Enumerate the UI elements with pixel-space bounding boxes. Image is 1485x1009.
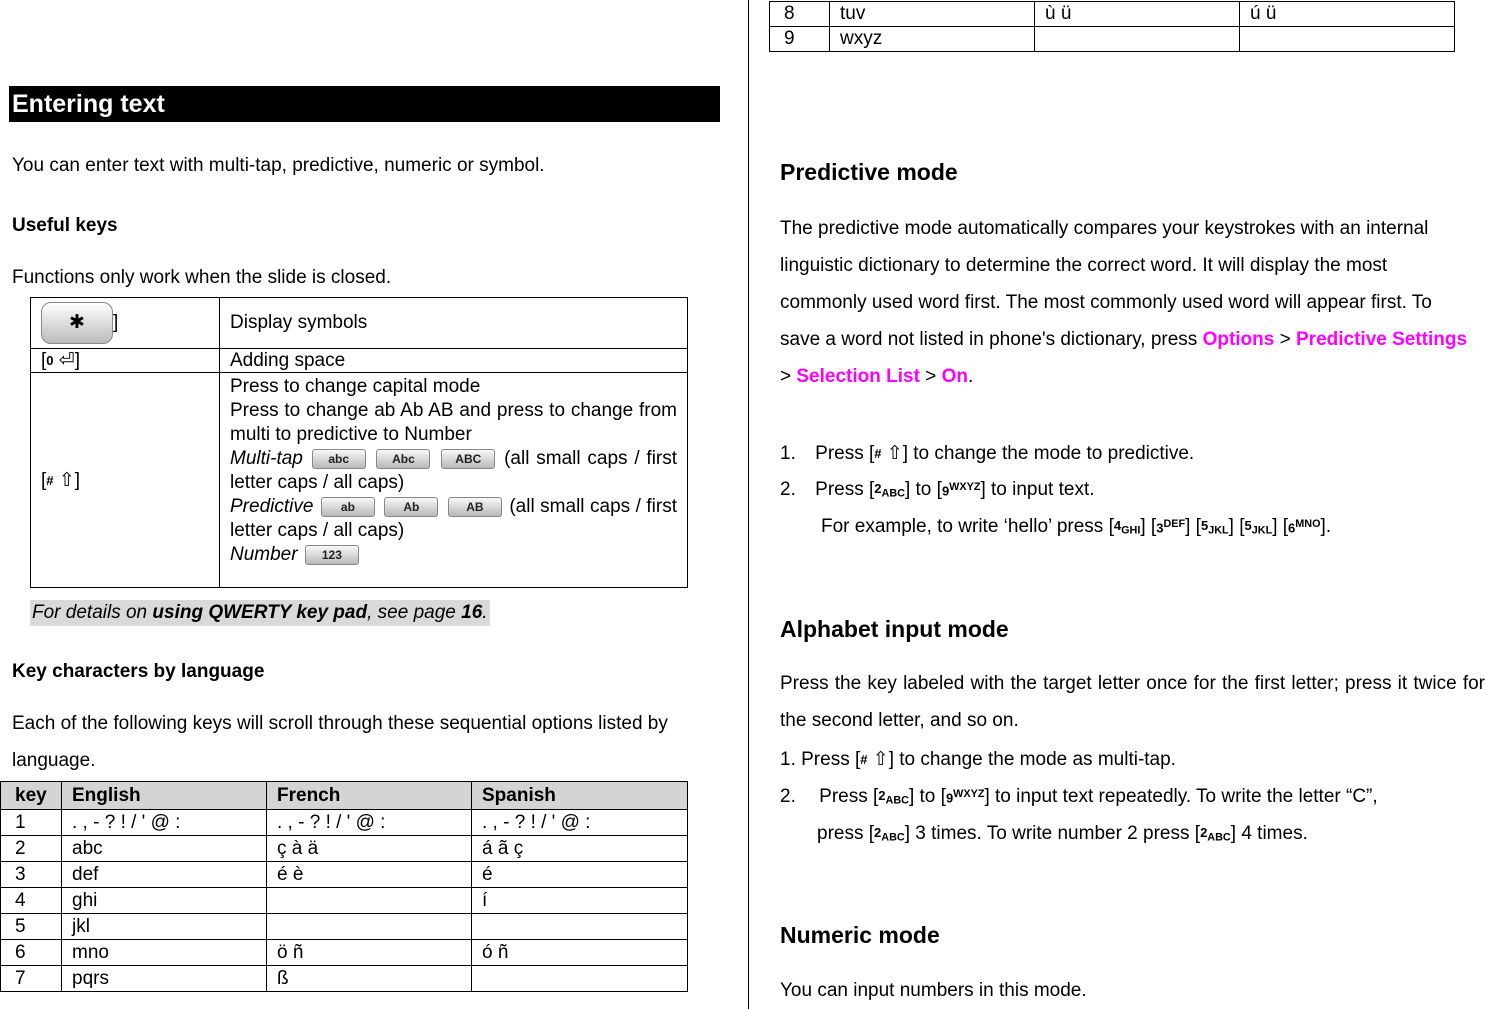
- step-text: Press [: [815, 479, 875, 500]
- alphabet-step-2: [780, 786, 1485, 808]
- multitap-label: Multi-tap: [230, 448, 303, 469]
- table-cell: 6: [1, 940, 62, 966]
- useful-keys-table: [30, 297, 688, 588]
- nine-key-icon: $9^{WXYZ}$: [941, 481, 981, 499]
- predictive-AB-icon: AB: [448, 497, 502, 517]
- note-end: .: [482, 602, 488, 623]
- star-key-icon: ✱: [41, 302, 113, 344]
- qwerty-note: [30, 600, 490, 626]
- numeric-heading: Numeric mode: [780, 922, 940, 948]
- alphabet-step-1: 1. Press [# ⇧] to change the mode as multi-tap.: [780, 749, 1176, 770]
- alphabet-heading: Alphabet input mode: [780, 616, 1009, 642]
- note-page: 16: [461, 602, 483, 623]
- abc-mode-icon: abc: [312, 449, 366, 469]
- predictive-suffix: (all small caps / first letter caps / all caps): [230, 496, 677, 541]
- example-text: For example, to write ‘hello’ press [: [821, 516, 1114, 537]
- hash-key-icon: #: [874, 446, 882, 462]
- predictive-line: [230, 495, 677, 543]
- separator: >: [1274, 329, 1296, 350]
- step-text: press [: [817, 823, 875, 844]
- step-text: ] to change the mode as multi-tap.: [888, 749, 1176, 770]
- step-text: Press [: [815, 443, 875, 464]
- step-number: 2.: [780, 786, 796, 807]
- multitap-line: [230, 447, 677, 495]
- table-cell: á ã ç: [472, 836, 688, 862]
- step-text: ] to [: [908, 786, 946, 807]
- functions-note: Functions only work when the slide is closed.: [12, 267, 392, 288]
- separator: >: [780, 366, 797, 387]
- table-row: [31, 298, 688, 349]
- period: .: [967, 366, 974, 387]
- six-key-icon: $6^{MNO}$: [1288, 518, 1321, 536]
- table-cell: [472, 914, 688, 940]
- predictive-body-text: The predictive mode automatically compares your keystrokes with an internal linguistic dictionary to determine the correct word. It will display the most commonly used word first. The most commonly used word will appear first. To save a word not listed in phone's dictionary, press: [780, 218, 1432, 350]
- key-chars-heading: Key characters by language: [12, 661, 265, 682]
- note-link-text: using QWERTY key pad: [152, 602, 368, 623]
- alphabet-body: Press the key labeled with the target letter once for the first letter; press it twice for the second letter, and so on.: [780, 673, 1485, 731]
- table-cell: ó ñ: [472, 940, 688, 966]
- predictive-example: For example, to write ‘hello’ press $[4_{GHI}]$ $[3^{DEF}]$ $[5_{JKL}]$ $[5_{JKL}]$ $[6^{MNO}]$.: [821, 516, 1332, 537]
- step-text: ] to change the mode to predictive.: [902, 443, 1195, 464]
- useful-keys-heading: Useful keys: [12, 215, 118, 236]
- table-cell: ú ü: [1240, 2, 1455, 27]
- nine-key-icon: $9^{WXYZ}$: [945, 788, 985, 806]
- desc-line: Press to change ab Ab AB and press to change from multi to predictive to Number: [230, 400, 677, 445]
- five-key-icon: $5_{JKL}$: [1200, 517, 1229, 537]
- note-mid: , see page: [367, 602, 462, 623]
- table-cell: ß: [267, 966, 472, 992]
- table-row: [1, 862, 688, 888]
- table-row: [1, 966, 688, 992]
- column-divider: [748, 0, 749, 1009]
- on-text: On: [941, 366, 968, 387]
- predictive-body: [780, 210, 1472, 395]
- step-number: 1.: [780, 443, 796, 464]
- col-header: English: [62, 782, 267, 810]
- table-row: [1, 914, 688, 940]
- predictive-ab-icon: ab: [321, 497, 375, 517]
- key-desc: Adding space: [220, 349, 688, 373]
- table-row: [31, 349, 688, 373]
- step-text: 1. Press [: [780, 749, 861, 770]
- table-cell: abc: [62, 836, 267, 862]
- zero-key-icon: 0: [46, 353, 54, 369]
- step-text: ] 4 times.: [1230, 823, 1308, 844]
- options-menu-text: Options: [1202, 329, 1275, 350]
- table-cell: ghi: [62, 888, 267, 914]
- separator: >: [919, 366, 942, 387]
- two-key-icon: $2_{ABC}$: [878, 787, 909, 807]
- table-row: [1, 836, 688, 862]
- table-cell: mno: [62, 940, 267, 966]
- two-key-icon: $2_{ABC}$: [874, 480, 905, 500]
- example-end: ].: [1320, 516, 1332, 537]
- table-cell: 7: [1, 966, 62, 992]
- predictive-label: Predictive: [230, 496, 314, 517]
- table-cell: ç à ä: [267, 836, 472, 862]
- step-text: ] to [: [904, 479, 942, 500]
- hash-key-icon: #: [46, 472, 54, 488]
- table-row: [1, 810, 688, 836]
- desc-line: Press to change capital mode: [230, 376, 481, 397]
- note-prefix: For details on: [32, 602, 153, 623]
- table-cell: [267, 888, 472, 914]
- table-cell: [267, 914, 472, 940]
- table-row: [770, 2, 1455, 27]
- two-key-icon: $2_{ABC}$: [874, 824, 905, 844]
- table-cell: 1: [1, 810, 62, 836]
- three-key-icon: $3^{DEF}$: [1156, 518, 1186, 536]
- table-cell: wxyz: [830, 27, 1035, 52]
- ABC-mode-icon: ABC: [441, 449, 495, 469]
- step-number: 2.: [780, 479, 796, 500]
- table-cell: ù ü: [1035, 2, 1240, 27]
- table-row: [1, 888, 688, 914]
- predictive-step-1: 1. Press [# ⇧] to change the mode to predictive.: [780, 443, 1195, 464]
- table-cell: [472, 966, 688, 992]
- alphabet-step-2-cont: [817, 823, 1308, 845]
- table-cell: 2: [1, 836, 62, 862]
- step-text: ] to input text repeatedly. To write the letter “C”,: [984, 786, 1378, 807]
- key-chars-intro: Each of the following keys will scroll through these sequential options listed by language.: [12, 713, 668, 771]
- two-key-icon: $2_{ABC}$: [1200, 824, 1231, 844]
- table-cell: jkl: [62, 914, 267, 940]
- table-row: [31, 373, 688, 588]
- table-cell: pqrs: [62, 966, 267, 992]
- col-header: Spanish: [472, 782, 688, 810]
- table-cell: é è: [267, 862, 472, 888]
- hash-key-icon: #: [860, 752, 868, 768]
- table-header-row: [1, 782, 688, 810]
- key-cell: [0 ⏎]: [31, 349, 220, 373]
- key-cell: ✱ ]: [31, 298, 220, 349]
- multitap-suffix: (all small caps / first letter caps / all caps): [230, 448, 678, 493]
- four-key-icon: $4_{GHI}$: [1113, 517, 1141, 537]
- predictive-settings-text: Predictive Settings: [1296, 329, 1468, 350]
- step-text: ] to input text.: [980, 479, 1095, 500]
- step-text: Press [: [819, 786, 879, 807]
- table-cell: 8: [770, 2, 830, 27]
- table-row: [1, 940, 688, 966]
- table-cell: ö ñ: [267, 940, 472, 966]
- table-row: [770, 27, 1455, 52]
- table-cell: . , - ? ! / ' @ :: [62, 810, 267, 836]
- col-header: key: [1, 782, 62, 810]
- five-key-icon: $5_{JKL}$: [1244, 517, 1273, 537]
- step-text: ] 3 times. To write number 2 press [: [904, 823, 1201, 844]
- number-line: [230, 543, 677, 567]
- table-cell: tuv: [830, 2, 1035, 27]
- intro-text: You can enter text with multi-tap, predictive, numeric or symbol.: [12, 155, 545, 176]
- number-label: Number: [230, 544, 298, 565]
- key-desc: Display symbols: [220, 298, 688, 349]
- table-cell: 5: [1, 914, 62, 940]
- selection-list-text: Selection List: [796, 366, 920, 387]
- language-table-continued: [769, 1, 1455, 52]
- number-mode-icon: 123: [305, 545, 359, 565]
- language-table: [0, 781, 688, 992]
- numeric-body: You can input numbers in this mode.: [780, 980, 1087, 1001]
- table-cell: . , - ? ! / ' @ :: [267, 810, 472, 836]
- table-cell: 4: [1, 888, 62, 914]
- predictive-Ab-icon: Ab: [384, 497, 438, 517]
- table-cell: í: [472, 888, 688, 914]
- table-cell: 9: [770, 27, 830, 52]
- table-cell: [1240, 27, 1455, 52]
- section-banner: Entering text: [9, 86, 720, 122]
- col-header: French: [267, 782, 472, 810]
- table-cell: def: [62, 862, 267, 888]
- table-cell: é: [472, 862, 688, 888]
- table-cell: 3: [1, 862, 62, 888]
- predictive-step-2: [780, 479, 1095, 501]
- table-cell: [1035, 27, 1240, 52]
- predictive-heading: Predictive mode: [780, 159, 958, 185]
- key-desc: [220, 373, 688, 588]
- table-cell: . , - ? ! / ' @ :: [472, 810, 688, 836]
- key-cell: [# ⇧]: [31, 373, 220, 588]
- Abc-mode-icon: Abc: [376, 449, 430, 469]
